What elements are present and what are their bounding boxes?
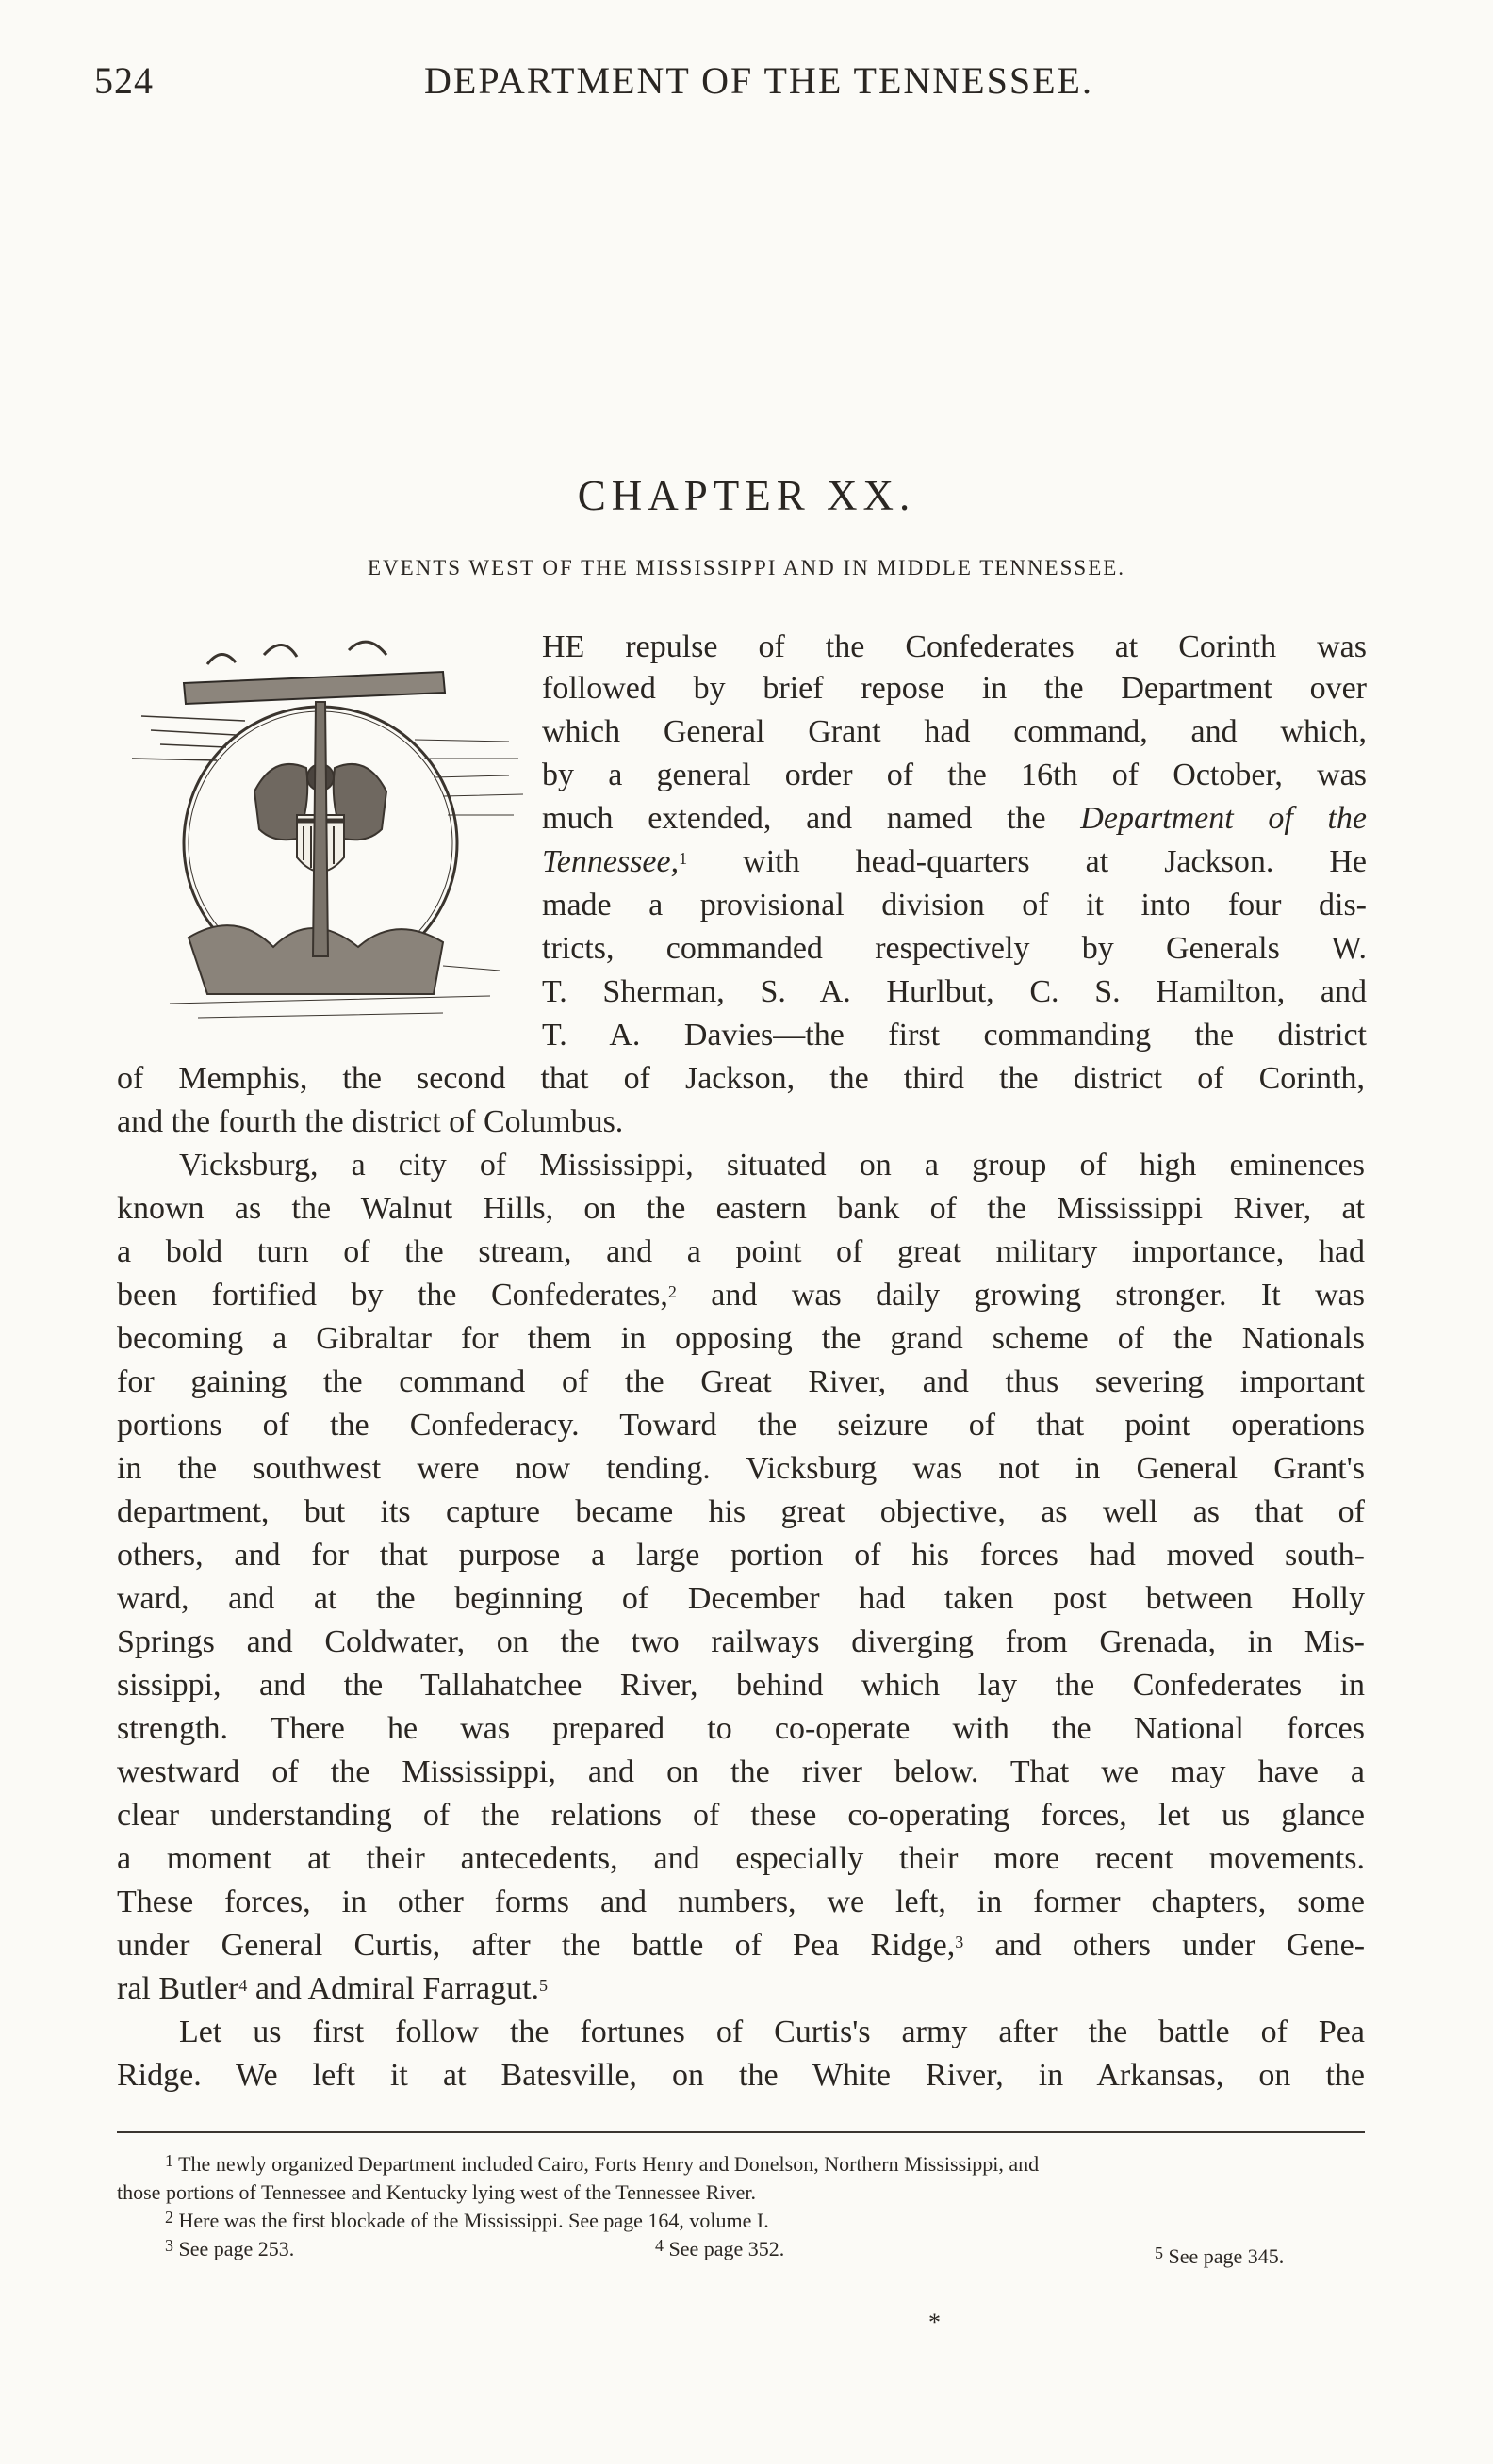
footnote-5: $^5$ See page 345. <box>1155 2244 1285 2268</box>
body-line: by a general order of the 16th of October, was <box>542 758 1367 792</box>
body-line: of Memphis, the second that of Jackson, the third the district of Corinth, <box>117 1061 1365 1096</box>
body-line: which General Grant had command, and which, <box>542 714 1367 749</box>
body-line: ral Butler$^4$ and Admiral Farragut.$^5$ <box>117 1971 549 2006</box>
body-line: becoming a Gibraltar for them in opposing the grand scheme of the Nationals <box>117 1321 1365 1356</box>
body-line: in the southwest were now tending. Vicksburg was not in General Grant's <box>117 1451 1365 1486</box>
body-line: been fortified by the Confederates,$^2$ and was daily growing stronger. It was <box>117 1278 1366 1313</box>
body-line: strength. There he was prepared to co-operate with the National forces <box>117 1711 1365 1746</box>
body-line: followed by brief repose in the Department over <box>542 671 1367 706</box>
body-line: Springs and Coldwater, on the two railways diverging from Grenada, in Mis- <box>117 1624 1365 1659</box>
body-line: Let us first follow the fortunes of Curtis's army after the battle of Pea <box>179 2015 1365 2049</box>
footnote-mark: 5 <box>539 1976 549 1995</box>
footnote-rule <box>117 2131 1365 2133</box>
body-line: sissippi, and the Tallahatchee River, behind which lay the Confederates in <box>117 1668 1365 1703</box>
body-line: a bold turn of the stream, and a point of great military importance, had <box>117 1234 1365 1269</box>
body-line: westward of the Mississippi, and on the river below. That we may have a <box>117 1754 1365 1789</box>
signature-mark: * <box>928 2309 941 2336</box>
footnote-mark: 4 <box>238 1976 248 1995</box>
body-line: clear understanding of the relations of these co-operating forces, let us glance <box>117 1798 1365 1833</box>
italic-department-name: Department of the <box>1080 801 1368 836</box>
chapter-heading: CHAPTER XX. <box>577 472 916 519</box>
body-line: much extended, and named the Department of the <box>542 801 1368 836</box>
running-title: DEPARTMENT OF THE TENNESSEE. <box>424 59 1093 102</box>
body-line: under General Curtis, after the battle of Pea Ridge,$^3$ and others under Gene- <box>117 1928 1366 1963</box>
body-line: T. Sherman, S. A. Hurlbut, C. S. Hamilton, and <box>542 974 1367 1009</box>
chapter-subtitle: EVENTS WEST OF THE MISSISSIPPI AND IN MIDDLE TENNESSEE. <box>367 556 1126 579</box>
body-line: a moment at their antecedents, and especially their more recent movements. <box>117 1841 1365 1876</box>
footnote-2: $^2$ Here was the first blockade of the Mississippi. See page 164, volume I. <box>165 2208 769 2232</box>
body-line: others, and for that purpose a large portion of his forces had moved south- <box>117 1538 1365 1573</box>
footnote-4: $^4$ See page 352. <box>655 2236 785 2260</box>
body-line: Vicksburg, a city of Mississippi, situated on a group of high eminences <box>179 1148 1365 1183</box>
italic-department-name: Tennessee, <box>542 844 680 879</box>
footnote-1-cont: those portions of Tennessee and Kentucky lying west of the Tennessee River. <box>117 2180 756 2204</box>
page-number: 524 <box>94 59 154 102</box>
body-line: made a provisional division of it into four dis- <box>542 888 1367 922</box>
footnote-1: $^1$ The newly organized Department included Cairo, Forts Henry and Donelson, Northern Mississippi, and <box>165 2151 1040 2176</box>
body-line: Ridge. We left it at Batesville, on the White River, in Arkansas, on the <box>117 2058 1365 2093</box>
footnote-mark: 3 <box>955 1933 964 1951</box>
body-line: These forces, in other forms and numbers, we left, in former chapters, some <box>117 1885 1365 1919</box>
footnote-3: $^3$ See page 253. <box>165 2236 295 2260</box>
footnote-mark: 1 <box>679 849 688 868</box>
body-line: ward, and at the beginning of December had taken post between Holly <box>117 1581 1365 1616</box>
eagle-shield-vignette-icon <box>132 627 528 1041</box>
footnote-mark: 2 <box>667 1282 677 1301</box>
body-line: portions of the Confederacy. Toward the seizure of that point operations <box>117 1408 1365 1443</box>
body-line: HE repulse of the Confederates at Corinth was <box>542 629 1367 664</box>
body-line: Tennessee,$^1$ with head-quarters at Jackson. He <box>542 844 1368 879</box>
body-line: department, but its capture became his great objective, as well as that of <box>117 1494 1365 1529</box>
body-line: tricts, commanded respectively by Generals W. <box>542 931 1367 966</box>
body-line: for gaining the command of the Great River, and thus severing important <box>117 1364 1365 1399</box>
body-line: T. A. Davies—the first commanding the district <box>542 1018 1367 1053</box>
body-line: known as the Walnut Hills, on the eastern bank of the Mississippi River, at <box>117 1191 1365 1226</box>
body-line: and the fourth the district of Columbus. <box>117 1104 624 1139</box>
